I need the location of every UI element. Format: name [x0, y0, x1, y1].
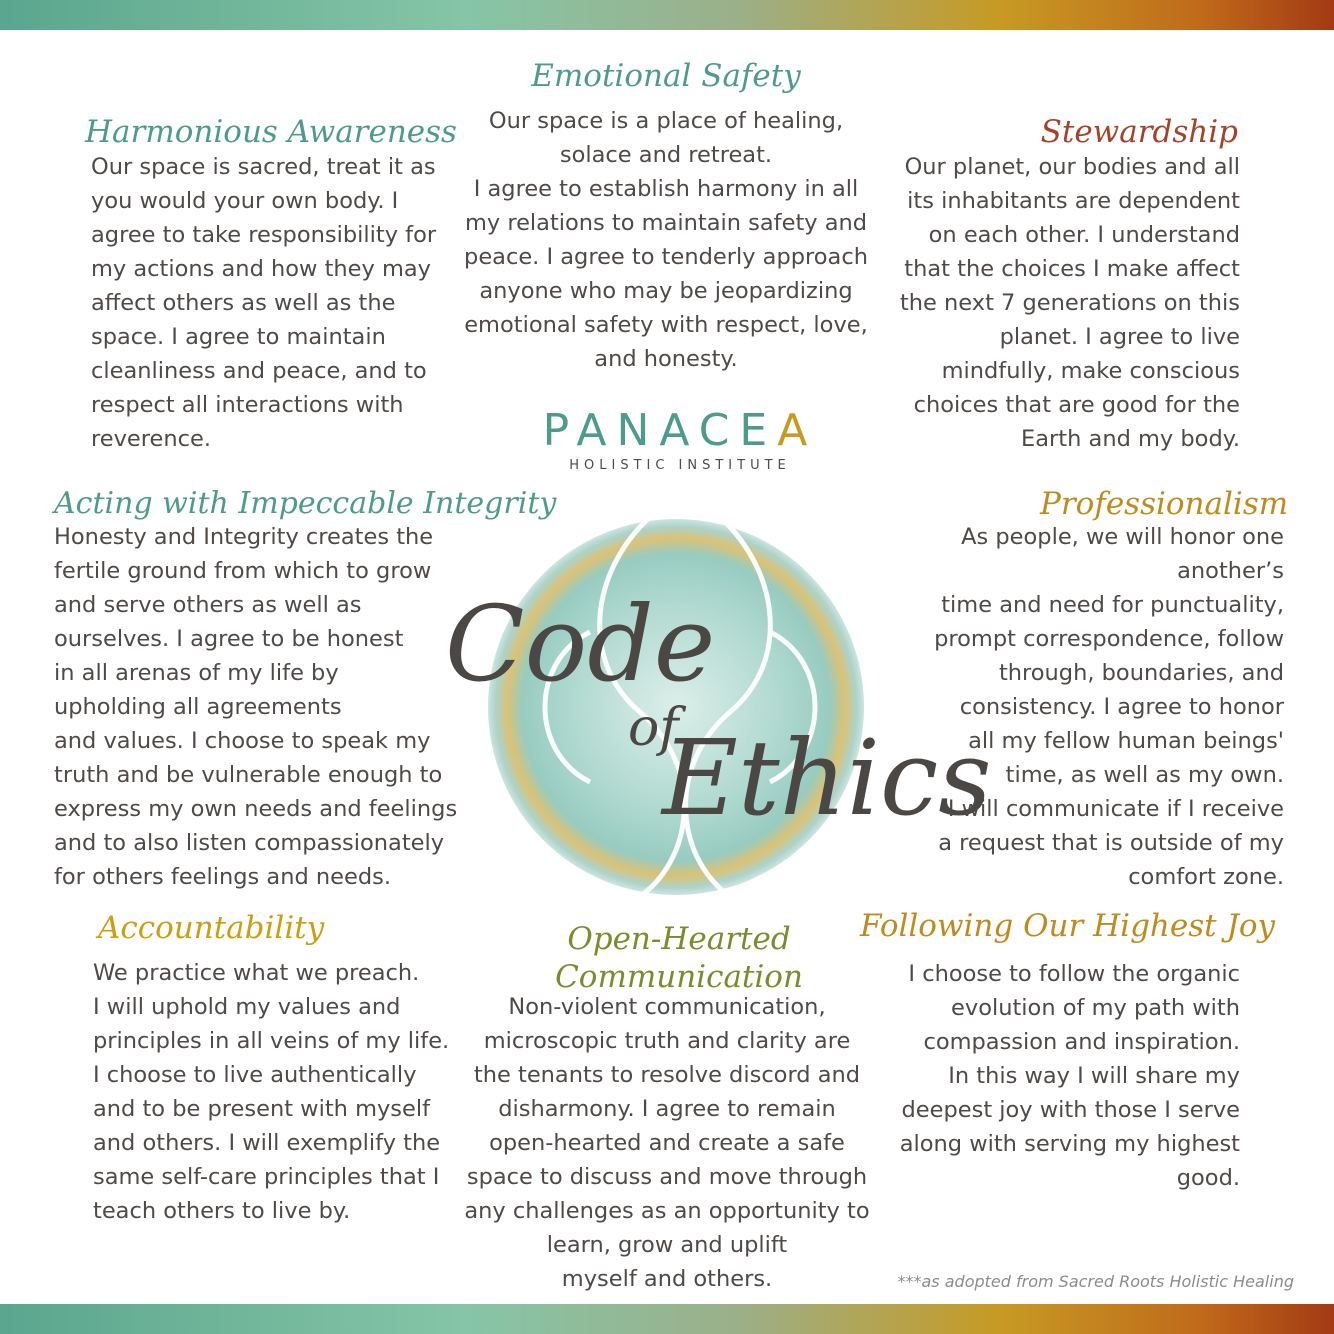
communication-heading	[520, 920, 838, 996]
integrity-heading: Acting with Impeccable Integrity	[54, 486, 557, 521]
logo-subtitle: HOLISTIC INSTITUTE	[569, 458, 791, 473]
stewardship-text: Our planet, our bodies and all its inhabitants are dependent on each other. I understand that the choices I make affect the next 7 generations on this planet. I agree to live mindfully, make conscious choices that are good for the Earth and my body.	[899, 154, 1240, 452]
accountability-text: We practice what we preach. I will uphold my values and principles in all veins of my life. I choose to live authentically and to be present with myself and others. I will exemplify the same self-care principles that I teach others to live by.	[93, 960, 450, 1224]
top-gradient-bar	[0, 0, 1334, 30]
attribution-footnote: ***as adopted from Sacred Roots Holistic Healing	[897, 1272, 1294, 1291]
code-of-ethics-emblem	[440, 512, 992, 902]
communication-heading-line1: Open-Hearted	[567, 921, 791, 957]
logo-wordmark: PANACEA	[542, 405, 818, 456]
emotional-safety-heading: Emotional Safety	[531, 58, 801, 94]
emblem-word-code: Code	[445, 583, 716, 705]
watercolor-circle	[440, 512, 920, 902]
highest-joy-heading: Following Our Highest Joy	[860, 908, 1276, 944]
communication-heading-line2: Communication	[555, 959, 803, 995]
harmonious-awareness-text: Our space is sacred, treat it as you would your own body. I agree to take responsibility for my actions and how they may affect others as well as the space. I agree to maintain cleanliness and peace, and to respect all interactions with reverence.	[91, 154, 437, 452]
emblem-word-of: of	[628, 698, 679, 758]
bottom-gradient-bar	[0, 1304, 1334, 1334]
emotional-safety-text: Our space is a place of healing, solace and retreat. I agree to establish harmony in all my relations to maintain safety and peace. I agree to tenderly approach anyone who may be jeopardizing emotional safety with respect, love, and honesty.	[464, 108, 868, 372]
emblem-word-ethics: Ethics	[662, 717, 992, 839]
highest-joy-text: I choose to follow the organic evolution of my path with compassion and inspiration. In this way I will share my deepest joy with those I serve along with serving my highest good.	[899, 961, 1240, 1191]
integrity-text: Honesty and Integrity creates the fertile ground from which to grow and serve others as well as ourselves. I agree to be honest in all arenas of my life by upholding all agreements and values. I choose to speak my truth and be vulnerable enough to express my own needs and feelings and to also listen compassionately for others feelings and needs.	[54, 524, 458, 890]
professionalism-text: As people, we will honor one another’s time and need for punctuality, prompt correspondence, follow through, boundaries, and consistency. I agree to honor all my fellow human beings' time, as well as my own. I will communicate if I receive a request that is outside of my comfort zone.	[934, 524, 1284, 890]
harmonious-awareness-heading: Harmonious Awareness	[85, 114, 457, 150]
accountability-heading: Accountability	[98, 910, 325, 946]
professionalism-heading: Professionalism	[1040, 486, 1289, 522]
stewardship-heading: Stewardship	[1040, 114, 1238, 150]
panacea-logo	[540, 405, 820, 485]
communication-text: Non-violent communication, microscopic truth and clarity are the tenants to resolve discord and disharmony. I agree to remain open-hearted and create a safe space to discuss and move through any challenges as an opportunity to learn, grow and uplift myself and others.	[464, 994, 870, 1292]
